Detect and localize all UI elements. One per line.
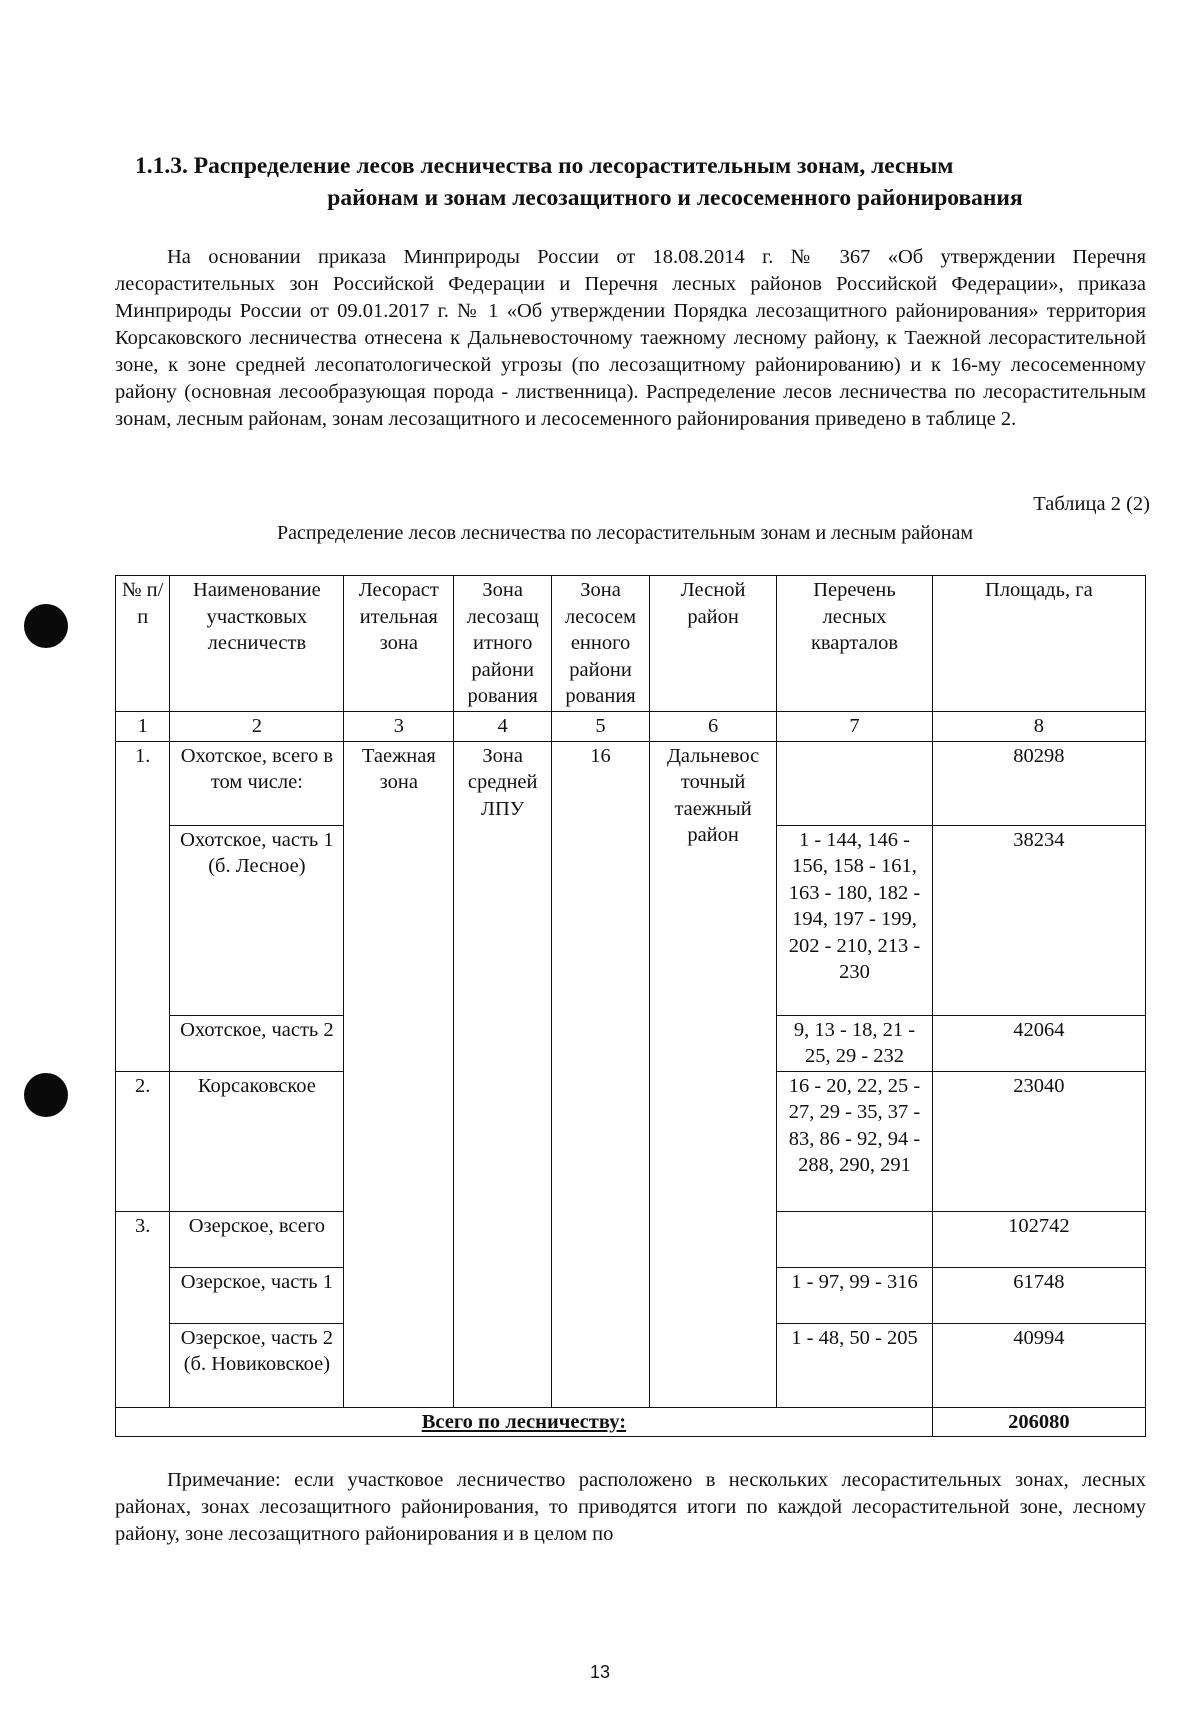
empty-number-cell: [116, 1267, 170, 1323]
forest-region-cell: Дальневос точный таежный район: [649, 741, 776, 1407]
row-quarters: [777, 741, 933, 825]
note-paragraph: [115, 1467, 1146, 1548]
table-total-row: [116, 1407, 1146, 1437]
header-seed-zone: Зона лесосем енного райони рования: [552, 576, 650, 712]
header-protection-zone: Зона лесозащ итного райони рования: [454, 576, 552, 712]
column-number: 7: [777, 712, 933, 742]
row-quarters: [777, 1211, 933, 1267]
row-name: Охотское, часть 1 (б. Лесное): [170, 825, 344, 1015]
row-name: Охотское, часть 2: [170, 1015, 344, 1071]
row-area: 38234: [932, 825, 1145, 1015]
column-number: 3: [344, 712, 454, 742]
intro-paragraph: [115, 244, 1146, 433]
row-quarters: 16 - 20, 22, 25 - 27, 29 - 35, 37 - 83, 86 - 92, 94 - 288, 290, 291: [777, 1071, 933, 1211]
empty-number-cell: [116, 825, 170, 1015]
row-area: 42064: [932, 1015, 1145, 1071]
row-number: 2.: [116, 1071, 170, 1211]
table-caption: Распределение лесов лесничества по лесорастительным зонам и лесным районам: [276, 522, 974, 544]
page-number: 13: [589, 1662, 611, 1682]
row-number: 1.: [116, 741, 170, 825]
heading-line-1: 1.1.3. Распределение лесов лесничества по лесорастительным зонам, лесным: [135, 153, 954, 179]
column-number: 1: [116, 712, 170, 742]
column-number: 4: [454, 712, 552, 742]
row-name: Озерское, всего: [170, 1211, 344, 1267]
row-number: 3.: [116, 1211, 170, 1267]
column-number-row: [116, 712, 1146, 742]
header-number: № п/п: [116, 576, 170, 712]
table-header-row: [116, 576, 1146, 712]
heading-line-2: районам и зонам лесозащитного и лесосеменного районирования: [327, 185, 1023, 211]
empty-number-cell: [116, 1015, 170, 1071]
column-number: 6: [649, 712, 776, 742]
table-label: Таблица 2 (2): [1033, 493, 1150, 515]
forest-zone-cell: Таежная зона: [344, 741, 454, 1407]
row-quarters: 1 - 97, 99 - 316: [777, 1267, 933, 1323]
row-name: Озерское, часть 2 (б. Новиковское): [170, 1323, 344, 1407]
binder-hole: [24, 1073, 68, 1117]
row-area: 102742: [932, 1211, 1145, 1267]
intro-text: На основании приказа Минприроды России от 18.08.2014 г. № 367 «Об утверждении Перечня лесорастительных зон Российской Федерации и Перечня лесных районов Российской Федерации», приказа Минприроды России от 09.01.2017 г. № 1 «Об утверждении Порядка лесозащитного районирования» территория Корсаковского лесничества отнесена к Дальневосточному таежному лесному району, к Таежной лесорастительной зоне, к зоне средней лесопатологической угрозы (по лесозащитному районированию) и к 16-му лесосеменному району (основная лесообразующая порода - лиственница). Распределение лесов лесничества по лесорастительным зонам, лесным районам, зонам лесозащитного и лесосеменного районирования приведено в таблице 2.: [115, 246, 1146, 430]
seed-zone-cell: 16: [552, 741, 650, 1407]
protection-zone-cell: Зона средней ЛПУ: [454, 741, 552, 1407]
row-area: 40994: [932, 1323, 1145, 1407]
row-area: 23040: [932, 1071, 1145, 1211]
row-name: Корсаковское: [170, 1071, 344, 1211]
row-quarters: 1 - 144, 146 - 156, 158 - 161, 163 - 180, 182 - 194, 197 - 199, 202 - 210, 213 - 230: [777, 825, 933, 1015]
empty-number-cell: [116, 1323, 170, 1407]
header-area: Площадь, га: [932, 576, 1145, 712]
column-number: 8: [932, 712, 1145, 742]
row-name: Охотское, всего в том числе:: [170, 741, 344, 825]
column-number: 2: [170, 712, 344, 742]
column-number: 5: [552, 712, 650, 742]
header-quarters: Перечень лесных кварталов: [777, 576, 933, 712]
total-value: 206080: [932, 1407, 1145, 1437]
forest-distribution-table: [115, 575, 1146, 1437]
header-name: Наименование участковых лесничеств: [170, 576, 344, 712]
total-label: Всего по лесничеству:: [116, 1407, 933, 1437]
header-zone: Лесораст ительная зона: [344, 576, 454, 712]
section-heading: [110, 150, 1150, 214]
row-quarters: 9, 13 - 18, 21 - 25, 29 - 232: [777, 1015, 933, 1071]
table-row: [116, 741, 1146, 825]
note-text: Примечание: если участковое лесничество расположено в нескольких лесорастительных зонах, лесных районах, зонах лесозащитного районирования, то приводятся итоги по каждой лесорастительной зоне, лесному району, зоне лесозащитного районирования и в целом по: [115, 1469, 1146, 1545]
row-name: Озерское, часть 1: [170, 1267, 344, 1323]
header-forest-region: Лесной район: [649, 576, 776, 712]
row-area: 80298: [932, 741, 1145, 825]
row-area: 61748: [932, 1267, 1145, 1323]
binder-hole: [24, 604, 68, 648]
row-quarters: 1 - 48, 50 - 205: [777, 1323, 933, 1407]
